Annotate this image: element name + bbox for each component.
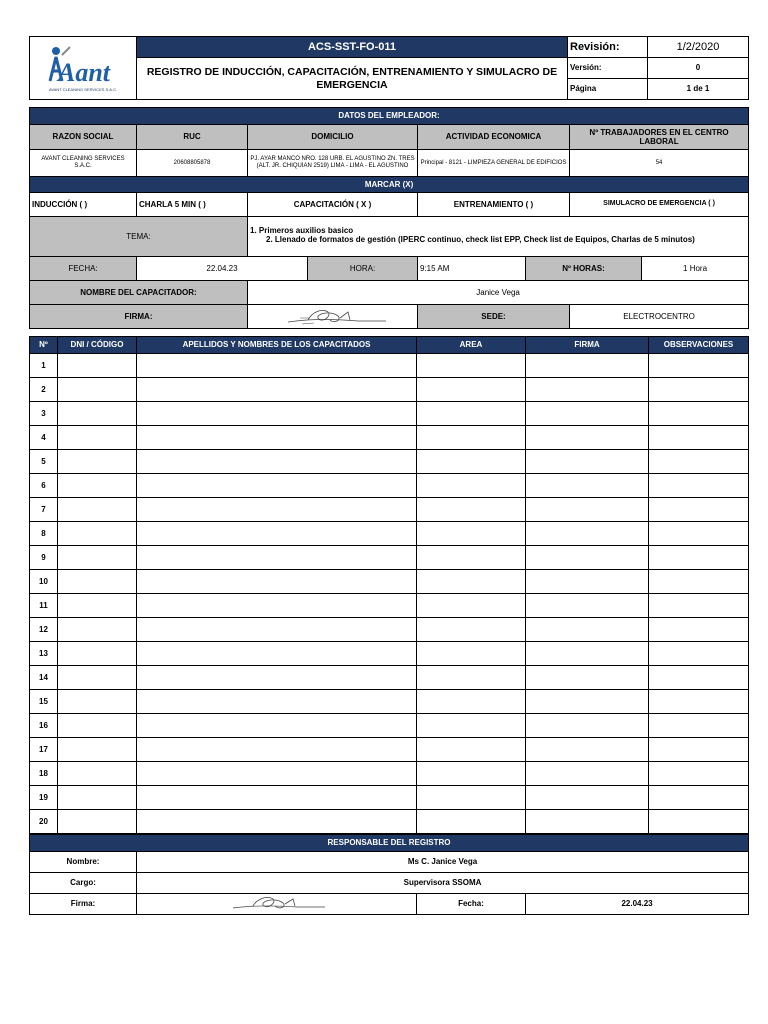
dni-cell[interactable] — [58, 666, 137, 690]
option-capacitacion: CAPACITACIÓN ( X ) — [248, 193, 418, 217]
page-value: 1 de 1 — [648, 79, 749, 100]
col-nombres: APELLIDOS Y NOMBRES DE LOS CAPACITADOS — [137, 337, 417, 354]
row-number: 1 — [30, 354, 58, 378]
area-cell[interactable] — [417, 762, 526, 786]
ruc-value: 20608805878 — [137, 150, 248, 177]
signature-icon — [278, 306, 388, 328]
resp-fecha-label: Fecha: — [417, 894, 526, 915]
area-cell[interactable] — [417, 594, 526, 618]
col-observaciones: OBSERVACIONES — [649, 337, 749, 354]
employer-section-title: DATOS DEL EMPLEADOR: — [30, 108, 749, 125]
dni-cell[interactable] — [58, 522, 137, 546]
dni-cell[interactable] — [58, 426, 137, 450]
area-cell[interactable] — [417, 474, 526, 498]
dni-cell[interactable] — [58, 378, 137, 402]
trabajadores-value: 54 — [570, 150, 749, 177]
firma-cell[interactable] — [526, 762, 649, 786]
resp-cargo-value: Supervisora SSOMA — [137, 873, 749, 894]
observaciones-cell[interactable] — [649, 714, 749, 738]
nombre-cell[interactable] — [137, 570, 417, 594]
col-area: AREA — [417, 337, 526, 354]
option-charla: CHARLA 5 MIN ( ) — [137, 193, 248, 217]
firma-cell[interactable] — [526, 546, 649, 570]
nombre-cell[interactable] — [137, 546, 417, 570]
domicilio-value: PJ. AYAR MANCO NRO. 128 URB. EL AGUSTINO ZN. TRES (ALT. JR. CHIQUIAN 2519) LIMA - LIMA - EL AGUSTINO — [248, 150, 418, 177]
header-ruc: RUC — [137, 125, 248, 150]
observaciones-cell[interactable] — [649, 474, 749, 498]
header-actividad: ACTIVIDAD ECONOMICA — [418, 125, 570, 150]
hora-value: 9:15 AM — [418, 257, 526, 281]
area-cell[interactable] — [417, 402, 526, 426]
observaciones-cell[interactable] — [649, 498, 749, 522]
table-row — [30, 714, 749, 738]
logo-figure-icon — [40, 41, 126, 93]
table-row — [30, 690, 749, 714]
firma-cell[interactable] — [526, 474, 649, 498]
area-cell[interactable] — [417, 498, 526, 522]
firma-cell[interactable] — [526, 594, 649, 618]
col-dni: DNI / CÓDIGO — [58, 337, 137, 354]
dni-cell[interactable] — [58, 762, 137, 786]
row-number: 17 — [30, 738, 58, 762]
firma-cell[interactable] — [526, 378, 649, 402]
tema-content — [248, 217, 749, 257]
area-cell[interactable] — [417, 450, 526, 474]
firma-label: FIRMA: — [30, 305, 248, 329]
table-row — [30, 522, 749, 546]
row-number: 16 — [30, 714, 58, 738]
area-cell[interactable] — [417, 522, 526, 546]
form-document — [29, 36, 748, 915]
table-row — [30, 618, 749, 642]
firma-cell[interactable] — [526, 402, 649, 426]
resp-nombre-value: Ms C. Janice Vega — [137, 852, 749, 873]
signature-icon — [227, 894, 327, 914]
table-row — [30, 474, 749, 498]
observaciones-cell[interactable] — [649, 354, 749, 378]
table-row — [30, 666, 749, 690]
nombre-cell[interactable] — [137, 618, 417, 642]
fecha-label: FECHA: — [30, 257, 137, 281]
table-row — [30, 642, 749, 666]
row-number: 8 — [30, 522, 58, 546]
header-trabajadores: Nº TRABAJADORES EN EL CENTRO LABORAL — [570, 125, 749, 150]
horas-value: 1 Hora — [642, 257, 749, 281]
responsable-title: RESPONSABLE DEL REGISTRO — [30, 835, 749, 852]
firma-cell[interactable] — [526, 450, 649, 474]
row-number: 2 — [30, 378, 58, 402]
table-row — [30, 786, 749, 810]
revision-value: 1/2/2020 — [648, 37, 749, 58]
marcar-title: MARCAR (X) — [30, 177, 749, 193]
area-cell[interactable] — [417, 642, 526, 666]
observaciones-cell[interactable] — [649, 522, 749, 546]
row-number: 9 — [30, 546, 58, 570]
dni-cell[interactable] — [58, 642, 137, 666]
observaciones-cell[interactable] — [649, 618, 749, 642]
firma-cell[interactable] — [526, 714, 649, 738]
table-row — [30, 450, 749, 474]
firma-cell[interactable] — [526, 522, 649, 546]
observaciones-cell[interactable] — [649, 546, 749, 570]
observaciones-cell[interactable] — [649, 690, 749, 714]
area-cell[interactable] — [417, 666, 526, 690]
nombre-cell[interactable] — [137, 738, 417, 762]
tema-line-2: 2. Llenado de formatos de gestión (IPERC continuo, check list EPP, Check list de Equipos, Charlas de 5 minutos) — [266, 235, 695, 245]
table-row — [30, 354, 749, 378]
option-induccion: INDUCCIÓN ( ) — [30, 193, 137, 217]
area-cell[interactable] — [417, 618, 526, 642]
table-row — [30, 594, 749, 618]
form-header — [29, 36, 749, 100]
nombre-cell[interactable] — [137, 450, 417, 474]
table-row — [30, 738, 749, 762]
dni-cell[interactable] — [58, 498, 137, 522]
row-number: 19 — [30, 786, 58, 810]
dni-cell[interactable] — [58, 810, 137, 834]
header-domicilio: DOMICILIO — [248, 125, 418, 150]
dni-cell[interactable] — [58, 474, 137, 498]
area-cell[interactable] — [417, 714, 526, 738]
sede-value: ELECTROCENTRO — [570, 305, 749, 329]
observaciones-cell[interactable] — [649, 378, 749, 402]
row-number: 6 — [30, 474, 58, 498]
capacitador-signature — [248, 305, 418, 329]
firma-cell[interactable] — [526, 570, 649, 594]
version-value: 0 — [648, 58, 749, 79]
page-label: Página — [568, 79, 648, 100]
observaciones-cell[interactable] — [649, 450, 749, 474]
version-label: Versión: — [568, 58, 648, 79]
area-cell[interactable] — [417, 690, 526, 714]
table-row — [30, 810, 749, 834]
table-row — [30, 570, 749, 594]
row-number: 12 — [30, 618, 58, 642]
nombre-cell[interactable] — [137, 426, 417, 450]
responsable-section — [29, 834, 749, 915]
firma-cell[interactable] — [526, 690, 649, 714]
observaciones-cell[interactable] — [649, 426, 749, 450]
row-number: 5 — [30, 450, 58, 474]
observaciones-cell[interactable] — [649, 594, 749, 618]
option-simulacro: SIMULACRO DE EMERGENCIA ( ) — [570, 193, 749, 217]
firma-cell[interactable] — [526, 810, 649, 834]
dni-cell[interactable] — [58, 738, 137, 762]
firma-cell[interactable] — [526, 498, 649, 522]
sede-label: SEDE: — [418, 305, 570, 329]
firma-cell[interactable] — [526, 786, 649, 810]
col-firma: FIRMA — [526, 337, 649, 354]
dni-cell[interactable] — [58, 354, 137, 378]
area-cell[interactable] — [417, 354, 526, 378]
table-row — [30, 426, 749, 450]
table-row — [30, 762, 749, 786]
firma-cell[interactable] — [526, 738, 649, 762]
table-row — [30, 378, 749, 402]
nombre-cell[interactable] — [137, 474, 417, 498]
row-number: 3 — [30, 402, 58, 426]
area-cell[interactable] — [417, 738, 526, 762]
row-number: 15 — [30, 690, 58, 714]
row-number: 7 — [30, 498, 58, 522]
col-number: Nº — [30, 337, 58, 354]
area-cell[interactable] — [417, 786, 526, 810]
area-cell[interactable] — [417, 570, 526, 594]
observaciones-cell[interactable] — [649, 786, 749, 810]
dni-cell[interactable] — [58, 618, 137, 642]
actividad-value: Principal - 8121 - LIMPIEZA GENERAL DE EDIFICIOS — [418, 150, 570, 177]
resp-fecha-value: 22.04.23 — [526, 894, 749, 915]
tema-line-1: 1. Primeros auxilios basico — [250, 226, 354, 235]
table-row — [30, 498, 749, 522]
horas-label: Nº HORAS: — [526, 257, 642, 281]
firma-cell[interactable] — [526, 642, 649, 666]
dni-cell[interactable] — [58, 714, 137, 738]
table-row — [30, 402, 749, 426]
form-code: ACS-SST-FO-011 — [137, 37, 568, 58]
nombre-cell[interactable] — [137, 666, 417, 690]
header-razon-social: RAZON SOCIAL — [30, 125, 137, 150]
logo-subtitle: AVANT CLEANING SERVICES S.A.C. — [48, 86, 118, 92]
hora-label: HORA: — [308, 257, 418, 281]
nombre-cell[interactable] — [137, 642, 417, 666]
nombre-cell[interactable] — [137, 690, 417, 714]
nombre-cell[interactable] — [137, 810, 417, 834]
nombre-cell[interactable] — [137, 522, 417, 546]
capacitador-value: Janice Vega — [248, 281, 749, 305]
option-entrenamiento: ENTRENAMIENTO ( ) — [418, 193, 570, 217]
nombre-cell[interactable] — [137, 594, 417, 618]
nombre-cell[interactable] — [137, 786, 417, 810]
firma-cell[interactable] — [526, 426, 649, 450]
row-number: 14 — [30, 666, 58, 690]
nombre-cell[interactable] — [137, 714, 417, 738]
capacitador-label: NOMBRE DEL CAPACITADOR: — [30, 281, 248, 305]
observaciones-cell[interactable] — [649, 666, 749, 690]
observaciones-cell[interactable] — [649, 810, 749, 834]
row-number: 4 — [30, 426, 58, 450]
dni-cell[interactable] — [58, 594, 137, 618]
observaciones-cell[interactable] — [649, 570, 749, 594]
row-number: 20 — [30, 810, 58, 834]
observaciones-cell[interactable] — [649, 402, 749, 426]
area-cell[interactable] — [417, 810, 526, 834]
fecha-value: 22.04.23 — [137, 257, 308, 281]
row-number: 18 — [30, 762, 58, 786]
nombre-cell[interactable] — [137, 762, 417, 786]
area-cell[interactable] — [417, 378, 526, 402]
observaciones-cell[interactable] — [649, 738, 749, 762]
firma-cell[interactable] — [526, 354, 649, 378]
firma-cell[interactable] — [526, 618, 649, 642]
firma-cell[interactable] — [526, 666, 649, 690]
dni-cell[interactable] — [58, 570, 137, 594]
employer-section — [29, 107, 749, 329]
row-number: 11 — [30, 594, 58, 618]
nombre-cell[interactable] — [137, 378, 417, 402]
resp-nombre-label: Nombre: — [30, 852, 137, 873]
dni-cell[interactable] — [58, 450, 137, 474]
resp-signature — [137, 894, 417, 915]
area-cell[interactable] — [417, 546, 526, 570]
nombre-cell[interactable] — [137, 354, 417, 378]
nombre-cell[interactable] — [137, 498, 417, 522]
razon-social-value: AVANT CLEANING SERVICES S.A.C. — [30, 150, 137, 177]
row-number: 10 — [30, 570, 58, 594]
table-row — [30, 546, 749, 570]
tema-label: TEMA: — [30, 217, 248, 257]
row-number: 13 — [30, 642, 58, 666]
resp-cargo-label: Cargo: — [30, 873, 137, 894]
observaciones-cell[interactable] — [649, 762, 749, 786]
dni-cell[interactable] — [58, 786, 137, 810]
nombre-cell[interactable] — [137, 402, 417, 426]
logo-word: Aant — [58, 57, 111, 87]
observaciones-cell[interactable] — [649, 642, 749, 666]
dni-cell[interactable] — [58, 546, 137, 570]
area-cell[interactable] — [417, 426, 526, 450]
participants-table — [29, 336, 749, 834]
dni-cell[interactable] — [58, 402, 137, 426]
form-title: REGISTRO DE INDUCCIÓN, CAPACITACIÓN, ENTRENAMIENTO Y SIMULACRO DE EMERGENCIA — [137, 58, 568, 100]
dni-cell[interactable] — [58, 690, 137, 714]
resp-firma-label: Firma: — [30, 894, 137, 915]
company-logo — [30, 37, 137, 100]
revision-label: Revisión: — [568, 37, 648, 58]
